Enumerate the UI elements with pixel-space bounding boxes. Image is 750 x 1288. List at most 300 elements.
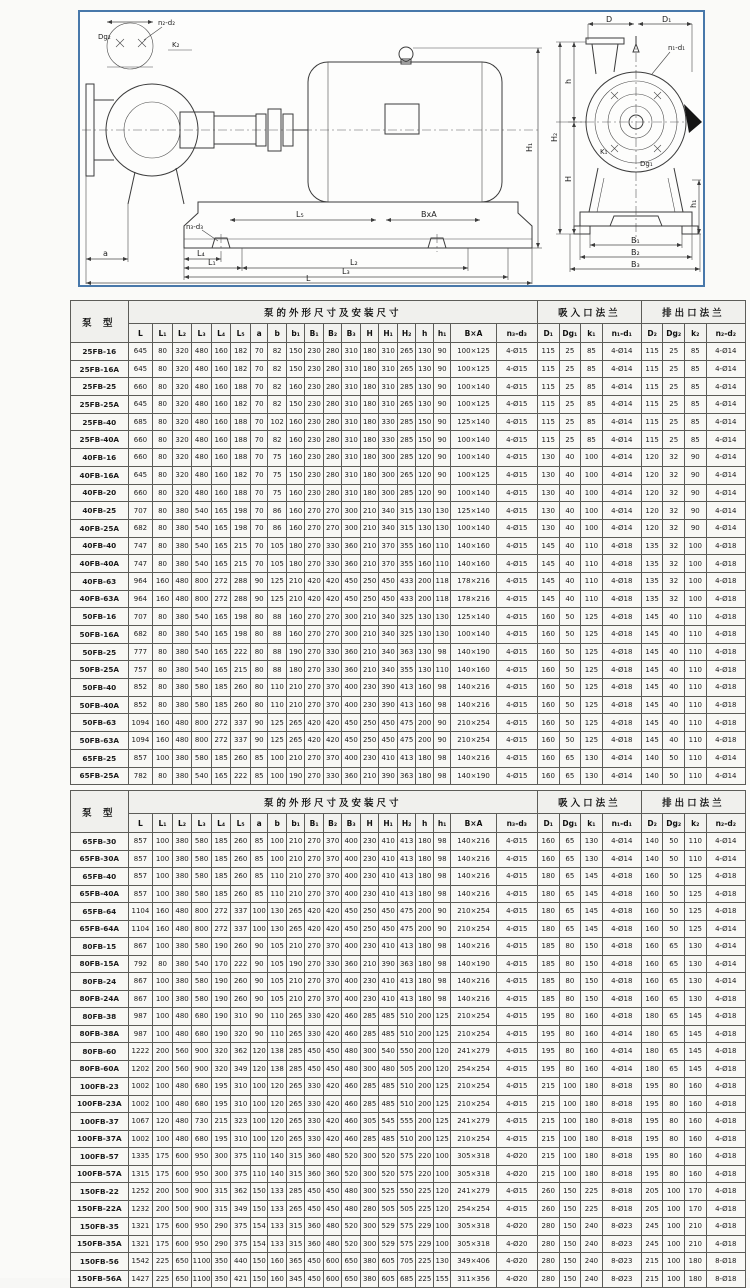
dim-cell: 250: [360, 590, 379, 608]
dim-cell: 4-Ø15: [496, 572, 537, 590]
column-header: n₂-d₂: [706, 324, 745, 343]
dim-cell: 330: [305, 1078, 324, 1096]
dim-cell: 420: [323, 590, 342, 608]
dim-cell: 230: [360, 696, 379, 714]
dim-cell: 160: [537, 732, 559, 750]
dim-cell: 285: [397, 378, 416, 396]
dim-cell: 133: [268, 1200, 287, 1218]
dim-cell: 340: [379, 519, 398, 537]
dim-cell: 100×125: [451, 343, 496, 361]
pump-model-cell: 40FB-40A: [71, 555, 129, 573]
dim-cell: 150: [581, 938, 603, 956]
dim-cell: 8-Ø18: [602, 1200, 641, 1218]
dim-cell: 80: [153, 360, 173, 378]
dim-b3-label: B₃: [631, 260, 640, 269]
dim-cell: 580: [192, 679, 212, 697]
dim-cell: 230: [360, 973, 379, 991]
table-row: [71, 1060, 746, 1078]
dim-cell: 270: [305, 643, 324, 661]
dim-cell: 375: [231, 1148, 251, 1166]
dim-cell: 120: [153, 1113, 173, 1131]
dim-cell: 160: [581, 1008, 603, 1026]
dim-cell: 125: [433, 1008, 450, 1026]
dim-cell: 125: [268, 572, 287, 590]
dim-cell: 190: [286, 767, 305, 785]
dim-cell: 100: [153, 1130, 173, 1148]
dim-cell: 70: [250, 360, 267, 378]
dim-cell: 380: [172, 696, 192, 714]
dim-cell: 98: [433, 973, 450, 991]
dim-cell: 320: [172, 396, 192, 414]
dim-cell: 265: [286, 1130, 305, 1148]
pump-model-cell: 40FB-40: [71, 537, 129, 555]
dim-cell: 4-Ø14: [602, 767, 641, 785]
dim-cell: 160: [537, 850, 559, 868]
dim-cell: 160: [268, 1270, 287, 1288]
dim-cell: 190: [211, 1025, 231, 1043]
dim-cell: 110: [268, 696, 287, 714]
table-row: [71, 378, 746, 396]
dim-cell: 110: [250, 1148, 267, 1166]
dim-cell: 420: [323, 572, 342, 590]
dim-cell: 260: [231, 990, 251, 1008]
dim-cell: 140×190: [451, 643, 496, 661]
dim-cell: 600: [172, 1235, 192, 1253]
dim-cell: 105: [268, 973, 287, 991]
column-header: H: [360, 324, 379, 343]
dim-cell: 450: [323, 1043, 342, 1061]
dim-cell: 4-Ø14: [602, 396, 641, 414]
dim-cell: 300: [360, 1043, 379, 1061]
dim-cell: 90: [250, 938, 267, 956]
dim-l-label: L: [306, 274, 311, 283]
dim-cell: 4-Ø18: [706, 696, 745, 714]
dim-cell: 70: [250, 431, 267, 449]
dim-cell: 280: [323, 343, 342, 361]
dim-cell: 200: [416, 1060, 433, 1078]
dim-cell: 230: [360, 679, 379, 697]
dim-cell: 220: [416, 1148, 433, 1166]
dim-cell: 180: [685, 1253, 707, 1271]
dim-cell: 650: [172, 1253, 192, 1271]
dim-cell: 195: [641, 1113, 663, 1131]
dim-cell: 150: [581, 973, 603, 991]
dim-cell: 330: [323, 955, 342, 973]
dim-cell: 420: [323, 1078, 342, 1096]
dim-cell: 480: [172, 1025, 192, 1043]
dim-cell: 4-Ø14: [706, 413, 745, 431]
table-row: [71, 1008, 746, 1026]
dim-cell: 260: [537, 1200, 559, 1218]
dim-cell: 100: [250, 1130, 267, 1148]
dim-cell: 540: [192, 955, 212, 973]
dim-cell: 100: [581, 466, 603, 484]
dim-cell: 160: [537, 696, 559, 714]
table-row: [71, 484, 746, 502]
dim-cell: 280: [537, 1218, 559, 1236]
pump-model-cell: 65FB-25A: [71, 767, 129, 785]
dim-cell: 4-Ø15: [496, 990, 537, 1008]
dim-cell: 1252: [128, 1183, 153, 1201]
dim-cell: 4-Ø15: [496, 537, 537, 555]
dim-cell: 420: [323, 920, 342, 938]
dim-cell: 480: [172, 903, 192, 921]
pump-model-cell: 25FB-25A: [71, 396, 129, 414]
dim-cell: 98: [433, 833, 450, 851]
dim-cell: 4-Ø20: [496, 1165, 537, 1183]
dim-cell: 100: [268, 767, 287, 785]
pump-model-cell: 100FB-57: [71, 1148, 129, 1166]
dim-cell: 380: [172, 885, 192, 903]
dim-cell: 4-Ø15: [496, 484, 537, 502]
dim-cell: 180: [416, 833, 433, 851]
dim-cell: 510: [397, 1008, 416, 1026]
dim-cell: 867: [128, 938, 153, 956]
column-header: b₁: [286, 814, 305, 833]
dim-cell: 160: [416, 537, 433, 555]
dim-cell: 182: [231, 343, 251, 361]
dim-cell: 480: [192, 484, 212, 502]
column-header: B₂: [323, 814, 342, 833]
dim-cell: 100: [685, 590, 707, 608]
dim-cell: 135: [641, 590, 663, 608]
pump-model-cell: 65FB-30A: [71, 850, 129, 868]
dim-cell: 4-Ø15: [496, 749, 537, 767]
dim-cell: 340: [379, 608, 398, 626]
dim-cell: 40: [559, 519, 581, 537]
dim-cell: 100: [433, 1148, 450, 1166]
dim-cell: 900: [192, 1043, 212, 1061]
dim-l5-label: L₅: [296, 210, 304, 219]
dim-cell: 120: [641, 449, 663, 467]
dim-cell: 85: [581, 396, 603, 414]
dim-cell: 85: [581, 413, 603, 431]
dim-cell: 4-Ø14: [602, 502, 641, 520]
dim-cell: 270: [305, 850, 324, 868]
dim-cell: 210×254: [451, 920, 496, 938]
dim-cell: 80: [663, 1095, 685, 1113]
dim-cell: 225: [416, 1183, 433, 1201]
dim-cell: 145: [581, 868, 603, 886]
dim-cell: 8-Ø23: [602, 1218, 641, 1236]
dim-cell: 65: [559, 850, 581, 868]
dim-cell: 380: [172, 519, 192, 537]
dim-cell: 160: [416, 555, 433, 573]
dim-cell: 205: [641, 1200, 663, 1218]
dim-cell: 480: [172, 1008, 192, 1026]
dim-cell: 150: [416, 413, 433, 431]
dim-cell: 188: [231, 378, 251, 396]
dim-cell: 130: [416, 626, 433, 644]
dim-cell: 200: [416, 920, 433, 938]
dim-cell: 4-Ø14: [602, 360, 641, 378]
dim-cell: 160: [153, 590, 173, 608]
dim-cell: 102: [268, 413, 287, 431]
dim-cell: 4-Ø15: [496, 767, 537, 785]
dim-cell: 140×160: [451, 555, 496, 573]
table-row: [71, 903, 746, 921]
dim-cell: 300: [342, 626, 361, 644]
discharge-flange-dia-label: Dg₂: [98, 33, 111, 41]
dim-cell: 210: [286, 885, 305, 903]
dim-cell: 900: [192, 1200, 212, 1218]
dim-cell: 100: [581, 502, 603, 520]
dim-cell: 110: [685, 749, 707, 767]
dim-cell: 160: [641, 868, 663, 886]
dim-cell: 480: [172, 590, 192, 608]
dim-cell: 110: [685, 767, 707, 785]
dim-cell: 857: [128, 868, 153, 886]
dim-cell: 215: [537, 1148, 559, 1166]
dim-cell: 360: [342, 661, 361, 679]
pump-model-cell: 65FB-64A: [71, 920, 129, 938]
pump-model-cell: 150FB-35A: [71, 1235, 129, 1253]
dim-cell: 140×216: [451, 749, 496, 767]
dim-cell: 65: [559, 767, 581, 785]
dim-cell: 215: [231, 661, 251, 679]
pump-model-cell: 150FB-22A: [71, 1200, 129, 1218]
dim-cell: 32: [663, 572, 685, 590]
dim-cell: 370: [323, 938, 342, 956]
discharge-bolts-label: n₂-d₂: [158, 19, 176, 27]
dim-cell: 540: [192, 626, 212, 644]
dim-cell: 360: [342, 555, 361, 573]
dim-cell: 130: [685, 990, 707, 1008]
dim-cell: 305×318: [451, 1148, 496, 1166]
dim-cell: 130: [416, 608, 433, 626]
table-row: [71, 626, 746, 644]
dim-cell: 120: [250, 1043, 267, 1061]
dim-cell: 80: [663, 1078, 685, 1096]
dim-cell: 80: [153, 466, 173, 484]
dim-cell: 480: [192, 360, 212, 378]
dim-cell: 130: [268, 903, 287, 921]
dim-cell: 480: [172, 920, 192, 938]
dim-cell: 280: [323, 466, 342, 484]
dim-cell: 4-Ø18: [602, 868, 641, 886]
dim-cell: 370: [323, 749, 342, 767]
table-row: [71, 1113, 746, 1131]
dim-cell: 100: [153, 1008, 173, 1026]
dim-cell: 792: [128, 955, 153, 973]
dim-cell: 4-Ø15: [496, 555, 537, 573]
dim-cell: 145: [581, 903, 603, 921]
dim-cell: 580: [192, 696, 212, 714]
dim-cell: 70: [250, 555, 267, 573]
dim-cell: 270: [305, 955, 324, 973]
dim-cell: 660: [128, 431, 153, 449]
dim-cell: 100×125: [451, 360, 496, 378]
dim-cell: 4-Ø14: [706, 396, 745, 414]
dim-cell: 682: [128, 519, 153, 537]
dim-cell: 370: [323, 850, 342, 868]
dim-cell: 200: [416, 590, 433, 608]
dim-cell: 200: [416, 1008, 433, 1026]
dim-cell: 400: [342, 885, 361, 903]
dim-cell: 110: [268, 1025, 287, 1043]
dim-cell: 25: [663, 343, 685, 361]
dim-cell: 460: [342, 1095, 361, 1113]
dim-cell: 380: [172, 850, 192, 868]
dim-cell: 4-Ø14: [602, 519, 641, 537]
dim-cell: 110: [268, 885, 287, 903]
table-row: [71, 696, 746, 714]
dim-cell: 4-Ø18: [706, 1060, 745, 1078]
dim-cell: 160: [537, 833, 559, 851]
dim-cell: 145: [641, 732, 663, 750]
dim-cell: 4-Ø18: [706, 572, 745, 590]
dim-cell: 160: [416, 679, 433, 697]
dim-cell: 195: [641, 1095, 663, 1113]
dim-cell: 32: [663, 590, 685, 608]
dim-cell: 420: [323, 1130, 342, 1148]
dim-cell: 250: [360, 714, 379, 732]
dim-cell: 270: [305, 885, 324, 903]
pump-model-cell: 80FB-38A: [71, 1025, 129, 1043]
dim-cell: 300: [360, 1218, 379, 1236]
dim-cell: 349×406: [451, 1253, 496, 1271]
dim-cell: 160: [641, 990, 663, 1008]
dim-cell: 205: [641, 1183, 663, 1201]
dim-cell: 130: [581, 833, 603, 851]
dim-cell: 1002: [128, 1095, 153, 1113]
dim-cell: 230: [360, 833, 379, 851]
column-header: D₂: [641, 814, 663, 833]
dim-cell: 560: [172, 1060, 192, 1078]
dim-cell: 120: [641, 519, 663, 537]
table-row: [71, 413, 746, 431]
dim-cell: 185: [537, 990, 559, 1008]
dim-cell: 270: [305, 608, 324, 626]
dim-cell: 4-Ø15: [496, 396, 537, 414]
dim-cell: 265: [286, 1078, 305, 1096]
pump-model-cell: 80FB-15A: [71, 955, 129, 973]
dim-cell: 480: [172, 572, 192, 590]
dim-cell: 265: [286, 920, 305, 938]
column-header: a: [250, 814, 267, 833]
column-header: H: [360, 814, 379, 833]
column-header: b₁: [286, 324, 305, 343]
dim-cell: 195: [211, 1078, 231, 1096]
dim-a-label: a: [103, 249, 108, 258]
dim-cell: 964: [128, 572, 153, 590]
dim-cell: 4-Ø18: [602, 732, 641, 750]
dim-cell: 660: [128, 484, 153, 502]
dim-cell: 4-Ø14: [706, 920, 745, 938]
dim-cell: 4-Ø15: [496, 661, 537, 679]
dim-cell: 150: [581, 955, 603, 973]
dim-cell: 160: [211, 449, 231, 467]
dim-cell: 200: [153, 1043, 173, 1061]
dim-cell: 857: [128, 850, 153, 868]
pump-model-cell: 80FB-15: [71, 938, 129, 956]
dim-cell: 190: [211, 938, 231, 956]
dim-cell: 4-Ø14: [602, 378, 641, 396]
dim-cell: 130: [416, 378, 433, 396]
dim-cell: 160: [537, 767, 559, 785]
dim-cell: 80: [153, 643, 173, 661]
dim-cell: 575: [397, 1165, 416, 1183]
dim-cell: 120: [433, 1183, 450, 1201]
dim-cell: 200: [416, 1130, 433, 1148]
pump-model-cell: 80FB-24: [71, 973, 129, 991]
dim-cell: 50: [559, 626, 581, 644]
dim-cell: 4-Ø14: [706, 343, 745, 361]
dim-cell: 140×216: [451, 696, 496, 714]
dim-cell: 380: [172, 502, 192, 520]
dim-cell: 950: [192, 1218, 212, 1236]
pump-model-cell: 25FB-40: [71, 413, 129, 431]
dim-cell: 80: [153, 502, 173, 520]
dim-cell: 852: [128, 679, 153, 697]
dim-cell: 315: [286, 1148, 305, 1166]
dim-cell: 185: [211, 696, 231, 714]
table-row: [71, 590, 746, 608]
dim-cell: 160: [685, 1095, 707, 1113]
dim-cell: 210: [286, 868, 305, 886]
column-header: L₁: [153, 324, 173, 343]
dim-cell: 160: [537, 749, 559, 767]
dim-cell: 380: [172, 955, 192, 973]
dim-cell: 8-Ø18: [602, 1130, 641, 1148]
dim-cell: 125×140: [451, 413, 496, 431]
dim-cell: 182: [231, 396, 251, 414]
dim-cell: 160: [211, 466, 231, 484]
dim-cell: 520: [342, 1165, 361, 1183]
dim-cell: 230: [305, 396, 324, 414]
dim-cell: 120: [268, 1113, 287, 1131]
dim-cell: 4-Ø15: [496, 938, 537, 956]
dim-cell: 180: [581, 1095, 603, 1113]
dim-cell: 413: [397, 973, 416, 991]
dim-cell: 450: [379, 920, 398, 938]
dim-cell: 450: [323, 1183, 342, 1201]
dim-cell: 125: [268, 732, 287, 750]
dim-cell: 110: [685, 696, 707, 714]
dim-cell: 200: [416, 1043, 433, 1061]
dim-cell: 485: [379, 1078, 398, 1096]
dim-cell: 4-Ø15: [496, 378, 537, 396]
dim-cell: 130: [537, 502, 559, 520]
dim-cell: 140×216: [451, 833, 496, 851]
dim-cell: 40: [663, 679, 685, 697]
dim-cell: 190: [286, 955, 305, 973]
dim-cell: 130: [537, 519, 559, 537]
dim-cell: 450: [305, 1183, 324, 1201]
dim-cell: 80: [559, 1008, 581, 1026]
dim-cell: 270: [305, 696, 324, 714]
dim-cell: 370: [323, 868, 342, 886]
dim-cell: 100: [268, 833, 287, 851]
dim-cell: 120: [433, 1060, 450, 1078]
table-row: [71, 1078, 746, 1096]
dim-cell: 220: [416, 1165, 433, 1183]
dim-cell: 310: [342, 484, 361, 502]
dim-cell: 852: [128, 696, 153, 714]
dim-cell: 300: [211, 1148, 231, 1166]
dim-cell: 520: [342, 1235, 361, 1253]
table-row: [71, 502, 746, 520]
dim-cell: 310: [342, 431, 361, 449]
dim-cell: 100×140: [451, 519, 496, 537]
dim-cell: 222: [231, 643, 251, 661]
dim-cell: 450: [305, 1270, 324, 1288]
column-header: H₂: [397, 814, 416, 833]
dim-cell: 685: [128, 413, 153, 431]
dim-cell: 230: [305, 413, 324, 431]
dim-cell: 320: [172, 360, 192, 378]
dim-cell: 370: [323, 990, 342, 1008]
